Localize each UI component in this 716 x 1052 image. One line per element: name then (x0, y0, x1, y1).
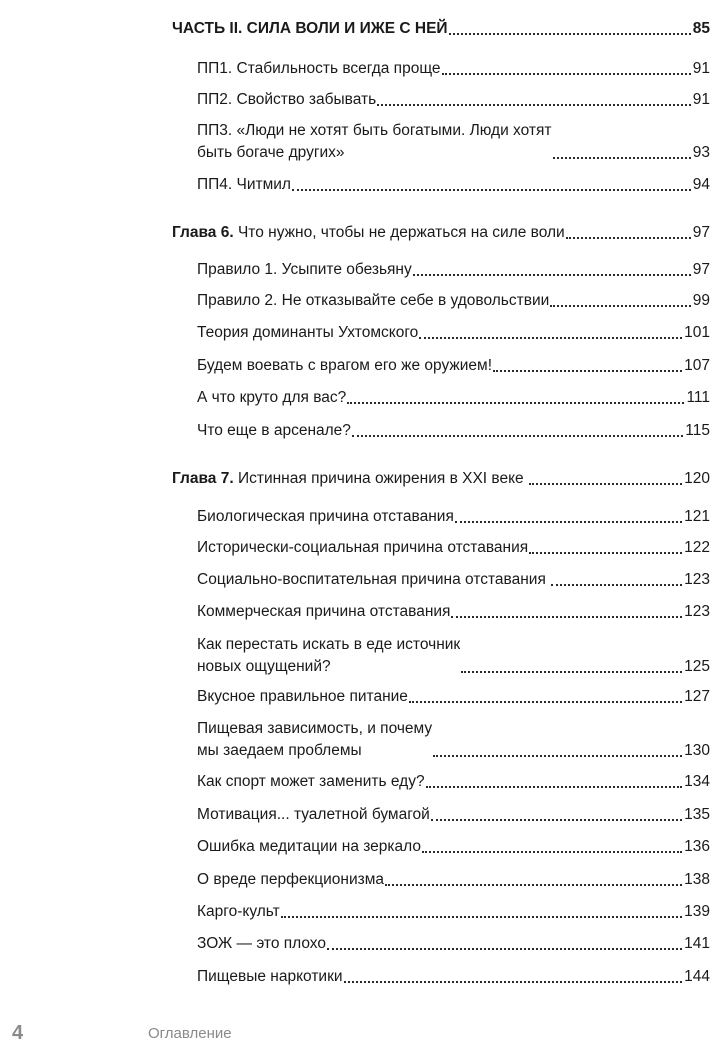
dot-leader (461, 671, 682, 673)
toc-part-2[interactable] (172, 18, 710, 40)
dot-leader (433, 755, 682, 757)
toc-entry-title: Коммерческая причина отставания (197, 603, 451, 620)
toc-entry-ch6-1[interactable] (197, 259, 710, 281)
toc-entry-ch6-3[interactable] (197, 322, 710, 344)
dot-leader (422, 851, 682, 853)
toc-entry-page: 94 (692, 176, 710, 193)
dot-leader (352, 435, 683, 437)
dot-leader (413, 274, 691, 276)
toc-entry-ch7-12[interactable] (197, 901, 710, 923)
toc-entry-page: 135 (684, 806, 710, 823)
toc-entry-ch7-10[interactable] (197, 836, 710, 858)
dot-leader (550, 305, 690, 307)
toc-entry-pp3[interactable] (197, 120, 710, 164)
footer-running-title: Оглавление (148, 1025, 232, 1042)
toc-entry-title-line1: ПП3. «Люди не хотят быть богатыми. Люди хотят (197, 122, 552, 139)
toc-entry-ch6-4[interactable] (197, 355, 710, 377)
toc-entry-page: 123 (684, 571, 710, 588)
toc-entry-title: Правило 2. Не отказывайте себе в удовольствии (197, 292, 550, 309)
toc-entry-ch7-7[interactable] (197, 718, 710, 762)
dot-leader (327, 948, 682, 950)
toc-entry-page: 99 (692, 292, 710, 309)
dot-leader (431, 819, 682, 821)
toc-entry-ch6-2[interactable] (197, 290, 710, 312)
toc-entry-title: Правило 1. Усыпите обезьяну (197, 261, 412, 278)
toc-entry-title: Будем воевать с врагом его же оружием! (197, 357, 492, 374)
toc-entry-title: Социально-воспитательная причина отставания (197, 571, 551, 588)
toc-entry-page: 122 (684, 539, 710, 556)
toc-entry-ch7-8[interactable] (197, 771, 710, 793)
toc-entry-ch7-14[interactable] (197, 966, 710, 988)
dot-leader (449, 33, 691, 35)
toc-entry-page: 101 (684, 324, 710, 341)
toc-entry-title: ПП4. Читмил (197, 176, 291, 193)
toc-entry-title: Исторически-социальная причина отставания (197, 539, 529, 556)
toc-entry-page: 120 (684, 470, 710, 487)
toc-entry-title-line1: Как перестать искать в еде источник (197, 636, 461, 653)
toc-entry-page: 136 (684, 838, 710, 855)
dot-leader (385, 884, 682, 886)
dot-leader (566, 237, 691, 239)
toc-chapter-7[interactable] (172, 468, 710, 490)
dot-leader (377, 104, 691, 106)
toc-entry-title: ПП2. Свойство забывать (197, 91, 377, 108)
toc-entry-page: 138 (684, 871, 710, 888)
toc-entry-page: 121 (684, 508, 710, 525)
toc-entry-title: Теория доминанты Ухтомского (197, 324, 419, 341)
toc-entry-ch6-6[interactable] (197, 420, 710, 442)
toc-entry-page: 123 (684, 603, 710, 620)
toc-entry-page: 141 (684, 935, 710, 952)
toc-entry-page: 139 (684, 903, 710, 920)
toc-entry-title: Вкусное правильное питание (197, 688, 408, 705)
toc-entry-title: Как спорт может заменить еду? (197, 773, 425, 790)
toc-entry-page: 91 (692, 91, 710, 108)
dot-leader (451, 616, 682, 618)
toc-entry-title: Что еще в арсенале? (197, 422, 351, 439)
toc-entry-title: Что нужно, чтобы не держаться на силе воли (233, 224, 565, 241)
chapter-label: Глава 6. (172, 224, 234, 241)
toc-entry-ch7-1[interactable] (197, 506, 710, 528)
toc-entry-pp2[interactable] (197, 89, 710, 111)
toc-entry-title: Пищевые наркотики (197, 968, 343, 985)
toc-entry-title: ЧАСТЬ II. СИЛА ВОЛИ И ИЖЕ С НЕЙ (172, 20, 448, 37)
dot-leader (292, 189, 691, 191)
dot-leader (551, 584, 682, 586)
dot-leader (281, 916, 682, 918)
toc-entry-title: Биологическая причина отставания (197, 508, 454, 525)
toc-entry-ch7-2[interactable] (197, 537, 710, 559)
toc-entry-page: 107 (684, 357, 710, 374)
toc-entry-title: О вреде перфекционизма (197, 871, 385, 888)
dot-leader (409, 701, 682, 703)
toc-entry-page: 115 (685, 422, 710, 439)
dot-leader (529, 552, 682, 554)
toc-entry-title-line2: быть богаче других» (197, 144, 345, 161)
toc-entry-page: 134 (684, 773, 710, 790)
toc-entry-title-line2: новых ощущений? (197, 658, 331, 675)
toc-entry-page: 85 (692, 20, 710, 37)
footer-page-number: 4 (12, 1022, 24, 1044)
toc-entry-title: ЗОЖ — это плохо (197, 935, 327, 952)
toc-entry-page: 97 (692, 261, 710, 278)
toc-entry-page: 130 (684, 742, 710, 759)
dot-leader (344, 981, 683, 983)
dot-leader (529, 483, 682, 485)
toc-entry-page: 91 (692, 60, 710, 77)
dot-leader (426, 786, 683, 788)
toc-entry-title: Истинная причина ожирения в XXI веке (233, 470, 528, 487)
dot-leader (455, 521, 682, 523)
toc-entry-ch7-4[interactable] (197, 601, 710, 623)
dot-leader (347, 402, 684, 404)
toc-entry-title: А что круто для вас? (197, 389, 347, 406)
toc-entry-page: 97 (692, 224, 710, 241)
toc-entry-page: 144 (684, 968, 710, 985)
toc-entry-ch7-6[interactable] (197, 686, 710, 708)
toc-entry-title-line2: мы заедаем проблемы (197, 742, 362, 759)
toc-entry-page: 111 (686, 389, 710, 406)
chapter-label: Глава 7. (172, 470, 234, 487)
toc-entry-title: Ошибка медитации на зеркало (197, 838, 422, 855)
dot-leader (442, 73, 691, 75)
toc-entry-page: 125 (684, 658, 710, 675)
dot-leader (553, 157, 691, 159)
dot-leader (419, 337, 682, 339)
toc-entry-title-line1: Пищевая зависимость, и почему (197, 720, 433, 737)
toc-entry-ch7-9[interactable] (197, 804, 710, 826)
toc-entry-title: ПП1. Стабильность всегда проще (197, 60, 441, 77)
toc-entry-ch6-5[interactable] (197, 387, 710, 409)
toc-entry-ch7-3[interactable] (197, 569, 710, 591)
toc-chapter-6[interactable] (172, 222, 710, 244)
toc-entry-title: Мотивация... туалетной бумагой (197, 806, 430, 823)
dot-leader (493, 370, 682, 372)
toc-entry-page: 93 (692, 144, 710, 161)
toc-entry-page: 127 (684, 688, 710, 705)
toc-entry-ch7-11[interactable] (197, 869, 710, 891)
toc-entry-ch7-13[interactable] (197, 933, 710, 955)
toc-entry-title: Карго-культ (197, 903, 280, 920)
toc-entry-ch7-5[interactable] (197, 634, 710, 678)
toc-entry-pp4[interactable] (197, 174, 710, 196)
toc-entry-pp1[interactable] (197, 58, 710, 80)
